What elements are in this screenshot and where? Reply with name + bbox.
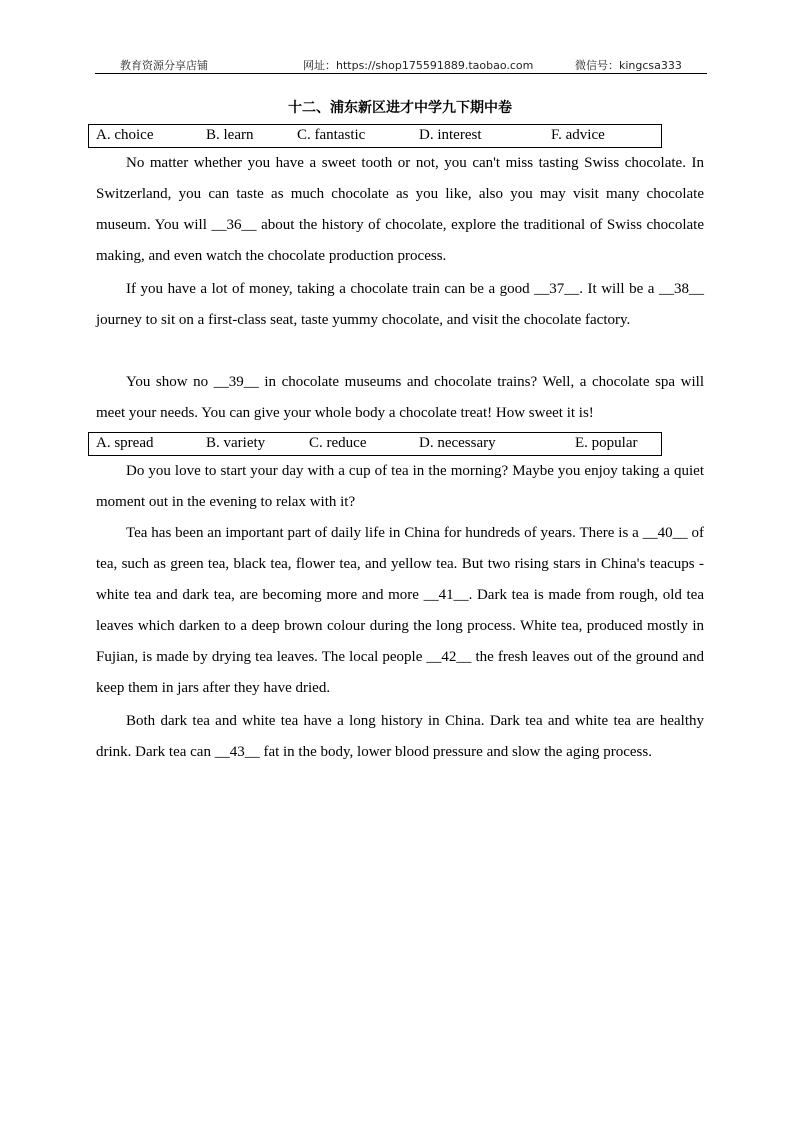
word-option: A. choice [96, 127, 154, 143]
page-title: 十二、浦东新区进才中学九下期中卷 [288, 100, 512, 116]
word-option: C. fantastic [297, 127, 366, 143]
word-option: A. spread [96, 435, 154, 451]
header-website: 网址：https://shop175591889.taobao.com [303, 59, 534, 72]
passage-paragraph: Tea has been an important part of daily life in China for hundreds of years. There is a __40__ of tea, such as green tea, black tea, flower tea, and yellow tea. But two rising stars in China's teacups - white tea and dark tea, are becoming more and more __41__. Dark tea is made from rough, old tea leaves which darken to a deep brown colour during the long process. White tea, produced mostly in Fujian, is made by drying tea leaves. The local people __42__ the fresh leaves out of the ground and keep them in jars after they have dried. [96, 525, 704, 696]
passage-paragraph: If you have a lot of money, taking a chocolate train can be a good __37__. It will be a __38__ journey to sit on a first-class seat, taste yummy chocolate, and visit the chocolate factory. [96, 281, 704, 328]
passage-paragraph: Do you love to start your day with a cup of tea in the morning? Maybe you enjoy taking a quiet moment out in the evening to relax with it? [96, 463, 704, 510]
word-option: D. necessary [419, 435, 496, 451]
word-bank-2 [88, 432, 662, 456]
header-divider [95, 73, 707, 74]
header-shop-name: 教育资源分享店铺 [120, 59, 208, 72]
page-header [95, 55, 707, 75]
word-bank-1 [88, 124, 662, 148]
word-option: C. reduce [309, 435, 367, 451]
word-option: D. interest [419, 127, 482, 143]
word-option: B. variety [206, 435, 266, 451]
word-option: E. popular [575, 435, 638, 451]
passage-paragraph: No matter whether you have a sweet tooth or not, you can't miss tasting Swiss chocolate. In Switzerland, you can taste as much chocolate as you like, also you may visit many chocolate museum. You will __36__ about the history of chocolate, explore the traditional of Swiss chocolate making, and even watch the chocolate production process. [96, 155, 704, 264]
word-option: F. advice [551, 127, 605, 143]
word-option: B. learn [206, 127, 254, 143]
header-wechat: 微信号：kingcsa333 [575, 59, 682, 72]
passage-paragraph: Both dark tea and white tea have a long history in China. Dark tea and white tea are healthy drink. Dark tea can __43__ fat in the body, lower blood pressure and slow the aging process. [96, 713, 704, 760]
passage-paragraph: You show no __39__ in chocolate museums and chocolate trains? Well, a chocolate spa will meet your needs. You can give your whole body a chocolate treat! How sweet it is! [96, 374, 704, 421]
